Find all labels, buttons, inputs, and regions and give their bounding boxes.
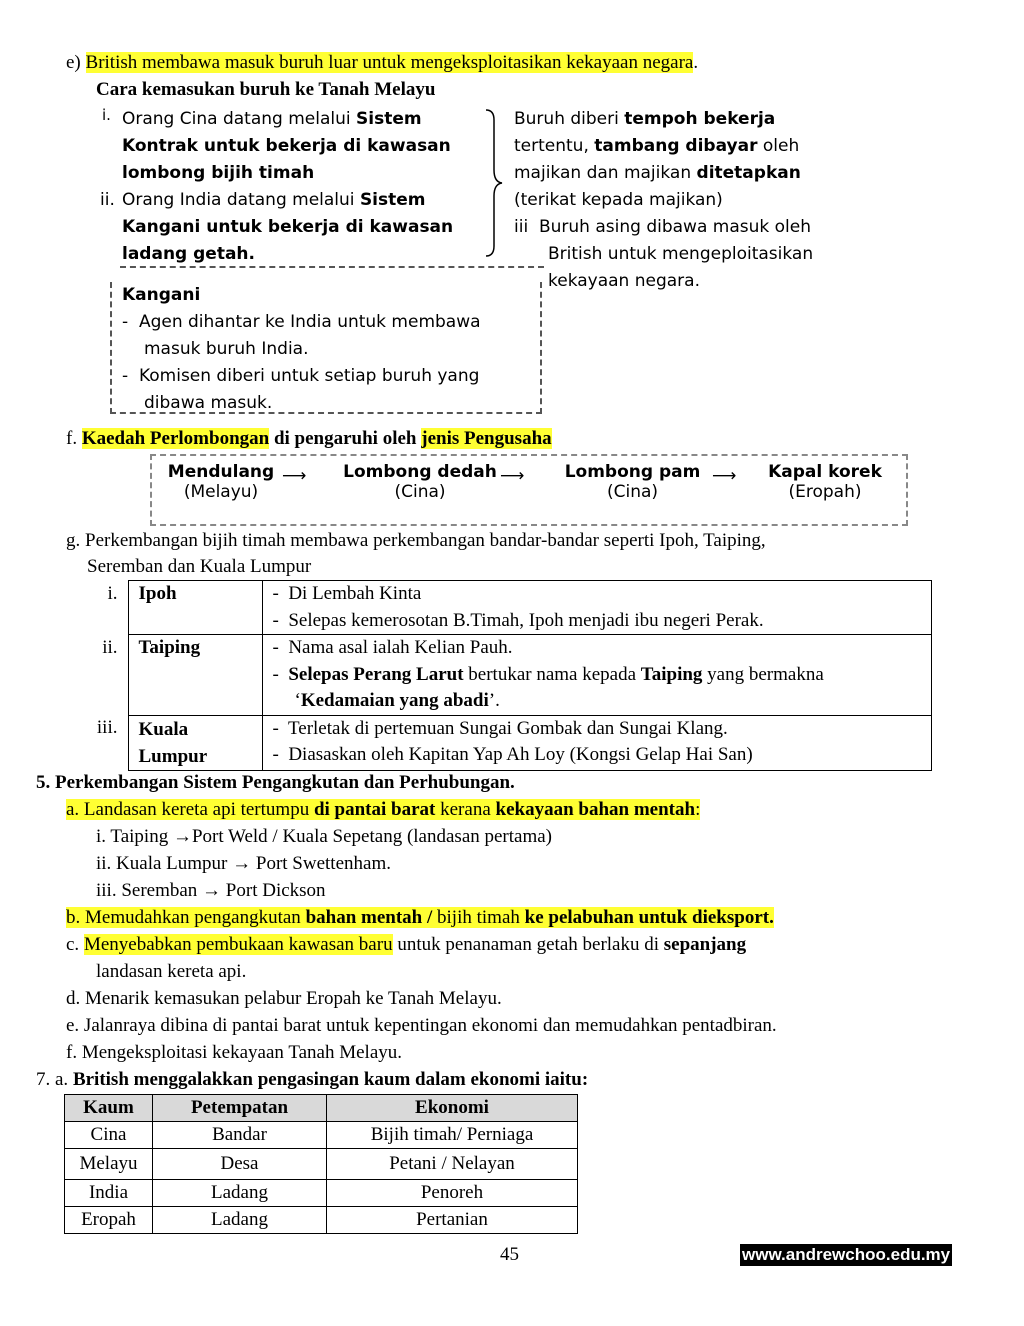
mining-method: Lombong pam <box>564 462 701 482</box>
labour-item-text: Orang India datang melalui <box>122 190 360 210</box>
mining-method: Mendulang <box>167 462 275 482</box>
town-point-text: Terletak di pertemuan Sungai Gombak dan Sungai Klang. <box>287 717 728 739</box>
kangani-title: Kangani <box>122 285 201 305</box>
table-cell: Penoreh <box>327 1180 578 1207</box>
section-5a-bold: kekayaan bahan mentah <box>495 799 696 820</box>
section-e-prefix: e) <box>66 52 86 73</box>
labour-item-bold: Kangani untuk bekerja di kawasan <box>122 217 454 237</box>
labour-item-bold: Kontrak untuk bekerja di kawasan <box>122 136 451 156</box>
section-5a-text: a. Landasan kereta api tertumpu <box>66 799 314 820</box>
labour-item-chinese <box>102 106 502 187</box>
town-name: Taiping <box>128 635 262 716</box>
kangani-item-text: Agen dihantar ke India untuk membawa masuk buruh India. <box>138 312 481 359</box>
town-name: Kuala Lumpur <box>128 715 262 770</box>
section-5c-bold: sepanjang <box>663 934 747 955</box>
town-point: - Nama asal ialah Kelian Pauh. <box>272 637 513 658</box>
mining-by: (Cina) <box>606 482 659 503</box>
table-row <box>65 1207 578 1234</box>
dashed-separator <box>120 266 544 268</box>
mining-step <box>166 462 276 503</box>
section-7-heading <box>36 1069 588 1092</box>
arrow-right-icon: ⟶ <box>282 466 307 486</box>
kangani-item: - Komisen diberi untuk setiap buruh yang dibawa masuk. <box>122 366 480 413</box>
labour-item-indian <box>102 187 502 268</box>
town-point: - Di Lembah Kinta <box>272 583 422 604</box>
mining-step <box>760 462 890 503</box>
section-5c-line-2: landasan kereta api. <box>96 961 247 982</box>
labour-right-text: Buruh diberi <box>514 109 625 129</box>
section-e-heading <box>66 52 698 75</box>
mining-by: (Cina) <box>394 482 446 503</box>
table-cell: Ladang <box>153 1207 327 1234</box>
town-point: - Selepas kemerosotan B.Timah, Ipoh menjadi ibu negeri Perak. <box>272 609 764 631</box>
labour-item-bold: Sistem <box>359 190 426 210</box>
section-5a-bold: di pantai barat <box>313 799 436 820</box>
town-notes <box>262 581 932 635</box>
website-link[interactable]: www.andrewchoo.edu.my <box>742 1245 951 1264</box>
town-point-text: Nama asal ialah Kelian Pauh. <box>288 637 513 658</box>
town-point-text: Di Lembah Kinta <box>288 583 422 604</box>
town-point-text: yang bermakna ‘ <box>294 663 824 711</box>
table-row <box>80 715 932 770</box>
town-point: - Diasaskan oleh Kapitan Yap Ah Loy (Kongsi Gelap Hai San) <box>272 744 753 765</box>
mining-step <box>560 462 705 503</box>
town-point-text: bertukar nama kepada <box>463 663 641 685</box>
section-e-suffix: . <box>693 52 699 73</box>
labour-item-bold: Sistem <box>356 109 422 129</box>
column-header: Ekonomi <box>327 1095 578 1122</box>
town-number: iii. <box>96 717 118 738</box>
section-5e: e. Jalanraya dibina di pantai barat untuk kepentingan ekonomi dan memudahkan pentadbiran. <box>66 1015 777 1036</box>
table-cell: Bijih timah/ Perniaga <box>327 1122 578 1149</box>
mining-by: (Eropah) <box>788 482 862 503</box>
section-f-heading <box>66 428 552 451</box>
mining-step <box>340 462 500 503</box>
race-economy-table <box>64 1094 578 1234</box>
section-5b <box>66 907 774 930</box>
section-f-prefix: f. <box>66 428 82 449</box>
arrow-right-icon: ⟶ <box>500 466 525 486</box>
labour-item-number: ii. <box>100 190 115 210</box>
table-cell: Petani / Nelayan <box>327 1149 578 1180</box>
labour-item-text: Orang Cina datang melalui <box>122 109 356 129</box>
table-row <box>65 1149 578 1180</box>
mining-method: Kapal korek <box>768 462 882 482</box>
section-5d: d. Menarik kemasukan pelabur Eropah ke Tanah Melayu. <box>66 988 502 1009</box>
labour-entry-subtitle: Cara kemasukan buruh ke Tanah Melayu <box>96 79 436 100</box>
section-5b-bold: ke pelabuhan untuk dieksport. <box>524 907 774 928</box>
labour-right-bold: tambang dibayar <box>594 136 758 156</box>
labour-right-number: iii <box>514 217 529 237</box>
table-cell: Melayu <box>65 1149 153 1180</box>
kangani-box <box>110 282 542 414</box>
town-point-text: Selepas kemerosotan B.Timah, Ipoh menjadi ibu negeri Perak. <box>288 609 764 631</box>
kangani-item: - Agen dihantar ke India untuk membawa masuk buruh India. <box>122 312 481 359</box>
table-row <box>65 1180 578 1207</box>
town-point-bold: Taiping <box>640 663 703 685</box>
town-number: i. <box>107 582 118 604</box>
labour-right-bold: tempoh bekerja <box>624 109 776 129</box>
labour-right-column <box>514 106 854 295</box>
labour-right-text: oleh <box>757 136 800 156</box>
town-point-bold: Selepas Perang Larut <box>288 663 464 685</box>
section-7-title: British menggalakkan pengasingan kaum dalam ekonomi iaitu: <box>72 1069 589 1090</box>
table-row <box>80 581 932 635</box>
section-g-line-1: g. Perkembangan bijih timah membawa perkembangan bandar-bandar seperti Ipoh, Taiping, <box>66 530 766 551</box>
section-5c-number: c. <box>66 934 84 955</box>
labour-right-line-7: kekayaan negara. <box>548 271 700 291</box>
section-7-prefix: 7. a. <box>36 1069 73 1090</box>
table-cell: Eropah <box>65 1207 153 1234</box>
table-cell: Ladang <box>153 1180 327 1207</box>
labour-right-line-3 <box>514 160 854 187</box>
labour-item-bold: lombong bijih timah <box>122 163 315 183</box>
section-5a-text: : <box>695 799 701 820</box>
section-5c <box>66 934 746 957</box>
curly-brace-icon <box>480 108 504 258</box>
labour-right-line-5 <box>514 214 854 241</box>
table-header-row <box>65 1095 578 1122</box>
section-f-highlight-2: jenis Pengusaha <box>421 428 552 449</box>
section-5f: f. Mengeksploitasi kekayaan Tanah Melayu. <box>66 1042 402 1063</box>
section-5b-text: b. Memudahkan pengangkutan <box>66 907 306 928</box>
page-number: 45 <box>500 1244 519 1265</box>
table-cell: India <box>65 1180 153 1207</box>
section-g-line-2: Seremban dan Kuala Lumpur <box>87 556 312 577</box>
table-cell: Desa <box>153 1149 327 1180</box>
rail-route: ii. Kuala Lumpur → Port Swettenham. <box>96 853 391 874</box>
town-point: - Terletak di pertemuan Sungai Gombak dan Sungai Klang. <box>272 717 728 739</box>
column-header: Kaum <box>65 1095 153 1122</box>
table-cell: Bandar <box>153 1122 327 1149</box>
labour-right-line-4: (terikat kepada majikan) <box>514 190 723 210</box>
section-5a-text: kerana <box>435 799 496 820</box>
labour-right-bold: ditetapkan <box>696 163 801 183</box>
column-header: Petempatan <box>153 1095 327 1122</box>
labour-right-line-6: British untuk mengeploitasikan <box>548 244 814 264</box>
labour-right-line-2 <box>514 133 854 160</box>
town-point-bold: Kedamaian yang abadi <box>300 690 489 711</box>
town-notes <box>262 715 932 770</box>
section-5c-highlight: Menyebabkan pembukaan kawasan baru <box>83 934 393 955</box>
section-f-mid: di pengaruhi oleh <box>269 428 422 449</box>
kangani-list <box>122 309 540 417</box>
towns-table <box>80 580 932 771</box>
section-5a <box>66 799 700 822</box>
mining-by: (Melayu) <box>183 482 259 503</box>
town-point-text: ’. <box>488 690 500 711</box>
town-notes <box>262 635 932 716</box>
section-5b-bold: bahan mentah / <box>305 907 433 928</box>
section-f-highlight-1: Kaedah Perlombongan <box>81 428 270 449</box>
section-5c-text: untuk penanaman getah berlaku di <box>392 934 664 955</box>
rail-route: i. Taiping →Port Weld / Kuala Sepetang (landasan pertama) <box>96 826 553 847</box>
town-point-text: Diasaskan oleh Kapitan Yap Ah Loy (Kongsi Gelap Hai San) <box>288 744 753 765</box>
labour-left-column <box>102 106 502 268</box>
kangani-item-text: Komisen diberi untuk setiap buruh yang dibawa masuk. <box>138 366 480 413</box>
section-5b-text: bijih timah <box>432 907 525 928</box>
labour-item-bold: ladang getah. <box>122 244 255 264</box>
arrow-right-icon: ⟶ <box>712 466 737 486</box>
section-5-title: 5. Perkembangan Sistem Pengangkutan dan Perhubungan. <box>36 772 515 793</box>
table-cell: Pertanian <box>327 1207 578 1234</box>
labour-right-line-1 <box>514 106 854 133</box>
table-row <box>80 635 932 716</box>
town-number: ii. <box>102 636 118 658</box>
labour-item-number: i. <box>102 106 111 124</box>
table-row <box>65 1122 578 1149</box>
town-name: Ipoh <box>128 581 262 635</box>
section-e-highlight: British membawa masuk buruh luar untuk mengeksploitasikan kekayaan negara <box>85 52 694 73</box>
labour-right-text: Buruh asing dibawa masuk oleh <box>538 217 811 237</box>
mining-method: Lombong dedah <box>343 462 497 482</box>
rail-route: iii. Seremban → Port Dickson <box>96 880 326 901</box>
labour-right-text: majikan dan majikan <box>514 163 697 183</box>
labour-right-text: tertentu, <box>514 136 595 156</box>
town-point: - Selepas Perang Larut bertukar nama kepada Taiping yang bermakna ‘Kedamaian yang abadi’. <box>272 663 824 711</box>
table-cell: Cina <box>65 1122 153 1149</box>
